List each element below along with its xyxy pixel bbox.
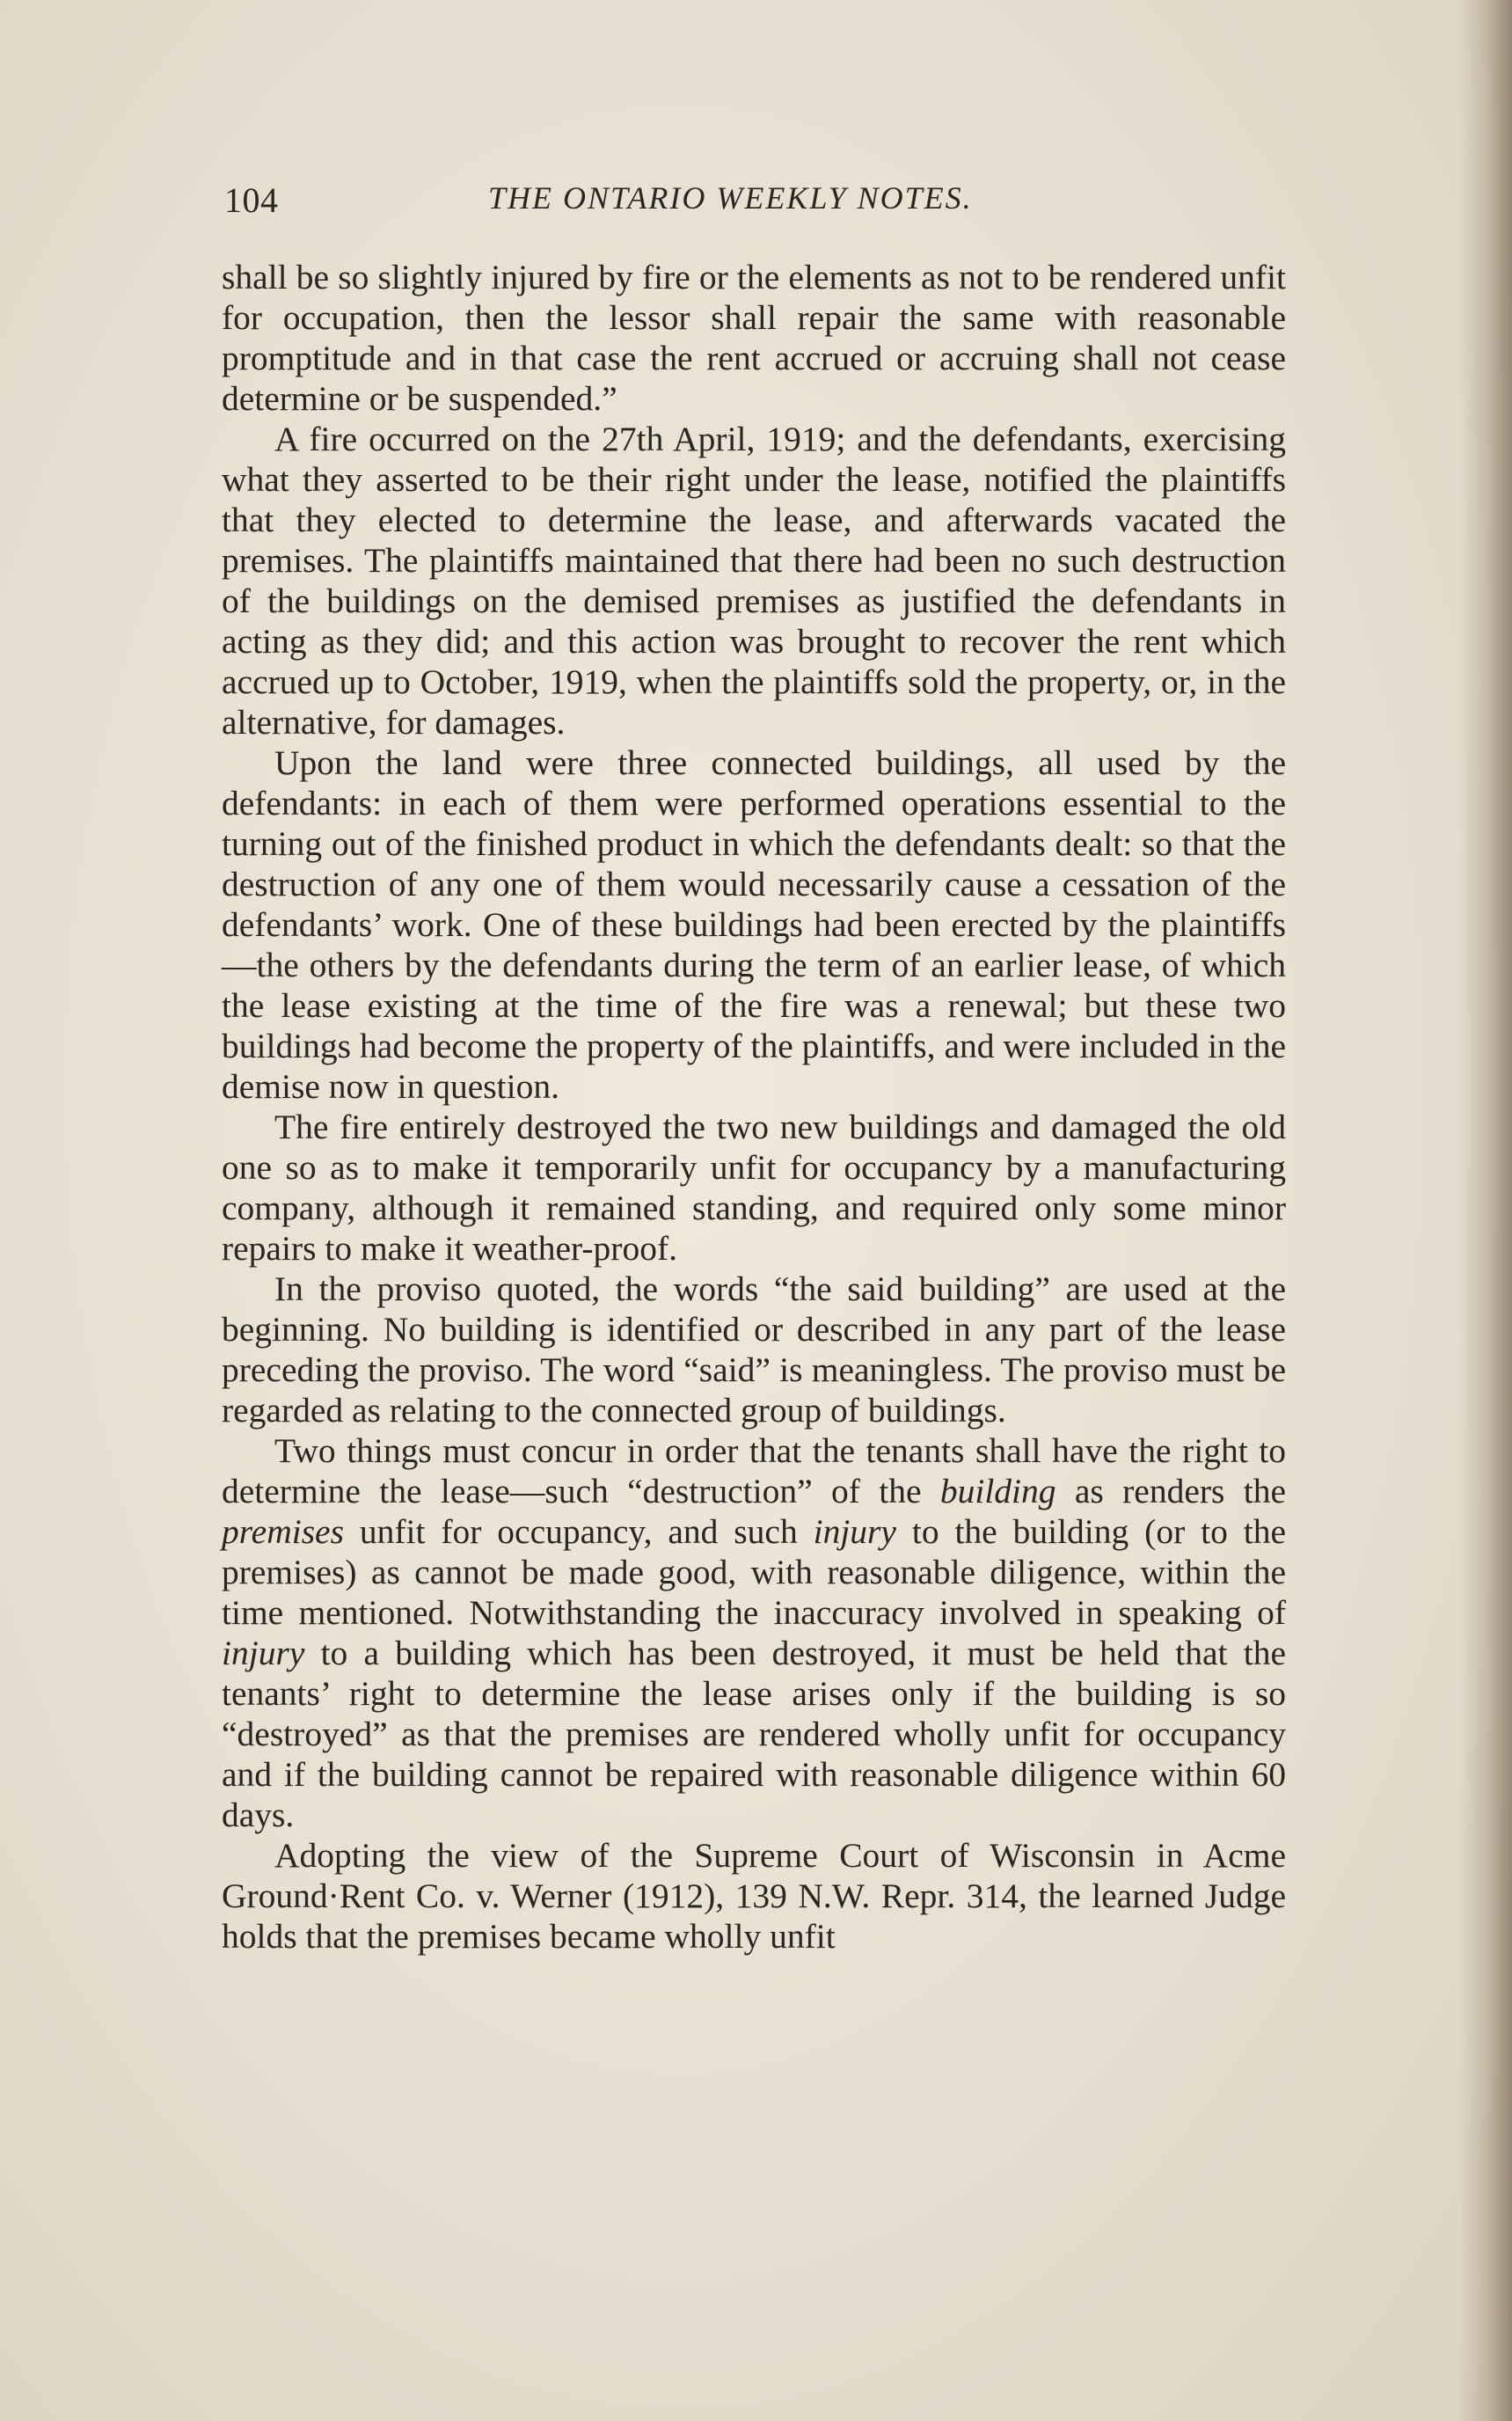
page-edge-shadow	[1459, 0, 1512, 2421]
paragraph-6-italic-injury-1: injury	[813, 1512, 896, 1551]
paragraph-3: Upon the land were three connected buildings, all used by the defendants: in each of them were performed operations essential to the turning out of the finished product in which the defendants dealt: so that the destruction of any one of them would necessarily cause a cessation of the defendants’ work. One of these buildings had been erected by the plaintiffs—the others by the defendants during the term of an earlier lease, of which the lease existing at the time of the fire was a renewal; but these two buildings had become the property of the plaintiffs, and were included in the demise now in question.	[222, 743, 1286, 1106]
page-header	[224, 174, 1289, 227]
paragraph-6-italic-building: building	[939, 1472, 1056, 1510]
paragraph-6-part-i: to a building which has been destroyed, it must be held that the tenants’ right to determine the lease arises only if the building is so “destroyed” as that the premises are rendered wholly unfit for occupancy and if the building cannot be repaired with reasonable diligence within 60 days.	[222, 1634, 1286, 1834]
paragraph-1: shall be so slightly injured by fire or the elements as not to be rendered unfit for occupation, then the lessor shall repair the same with reasonable promptitude and in that case the rent accrued or accruing shall not cease determine or be suspended.”	[222, 258, 1286, 418]
page-number: 104	[224, 180, 279, 220]
paragraph-6-part-c: as renders the	[1055, 1472, 1286, 1510]
body-text	[222, 257, 1286, 1957]
paragraph-4: The fire entirely destroyed the two new buildings and damaged the old one so as to make it temporarily unfit for occupancy by a manufacturing company, although it remained standing, and required only some minor repairs to make it weather-proof.	[222, 1108, 1286, 1268]
paragraph-6	[222, 1430, 1286, 1835]
paragraph-6-part-g: to the building (or to the premises) as cannot be made good, with reasonable diligence, within the time mentioned. Notwithstanding the inaccuracy involved in speaking of	[222, 1512, 1286, 1632]
paragraph-7: Adopting the view of the Supreme Court of Wisconsin in Acme Ground·Rent Co. v. Werner (1912), 139 N.W. Repr. 314, the learned Judge holds that the premises became wholly unfit	[222, 1836, 1286, 1956]
paragraph-2: A fire occurred on the 27th April, 1919; and the defendants, exercising what they asserted to be their right under the lease, notified the plaintiffs that they elected to determine the lease, and afterwards vacated the premises. The plaintiffs maintained that there had been no such destruction of the buildings on the demised premises as justified the defendants in acting as they did; and this action was brought to recover the rent which accrued up to October, 1919, when the plaintiffs sold the property, or, in the alternative, for damages.	[222, 420, 1286, 742]
paragraph-6-part-e: unfit for occupancy, and such	[343, 1512, 814, 1551]
running-head: THE ONTARIO WEEKLY NOTES.	[488, 180, 973, 216]
paragraph-5: In the proviso quoted, the words “the said building” are used at the beginning. No building is identified or described in any part of the lease preceding the proviso. The word “said” is meaningless. The proviso must be regarded as relating to the connected group of buildings.	[222, 1269, 1286, 1430]
paragraph-6-part-a: Two things must concur in order that the tenants shall have the right to determine the lease—such “destruction” of the	[222, 1431, 1286, 1510]
paragraph-6-italic-premises: premises	[222, 1512, 344, 1551]
paragraph-6-italic-injury-2: injury	[222, 1634, 305, 1672]
